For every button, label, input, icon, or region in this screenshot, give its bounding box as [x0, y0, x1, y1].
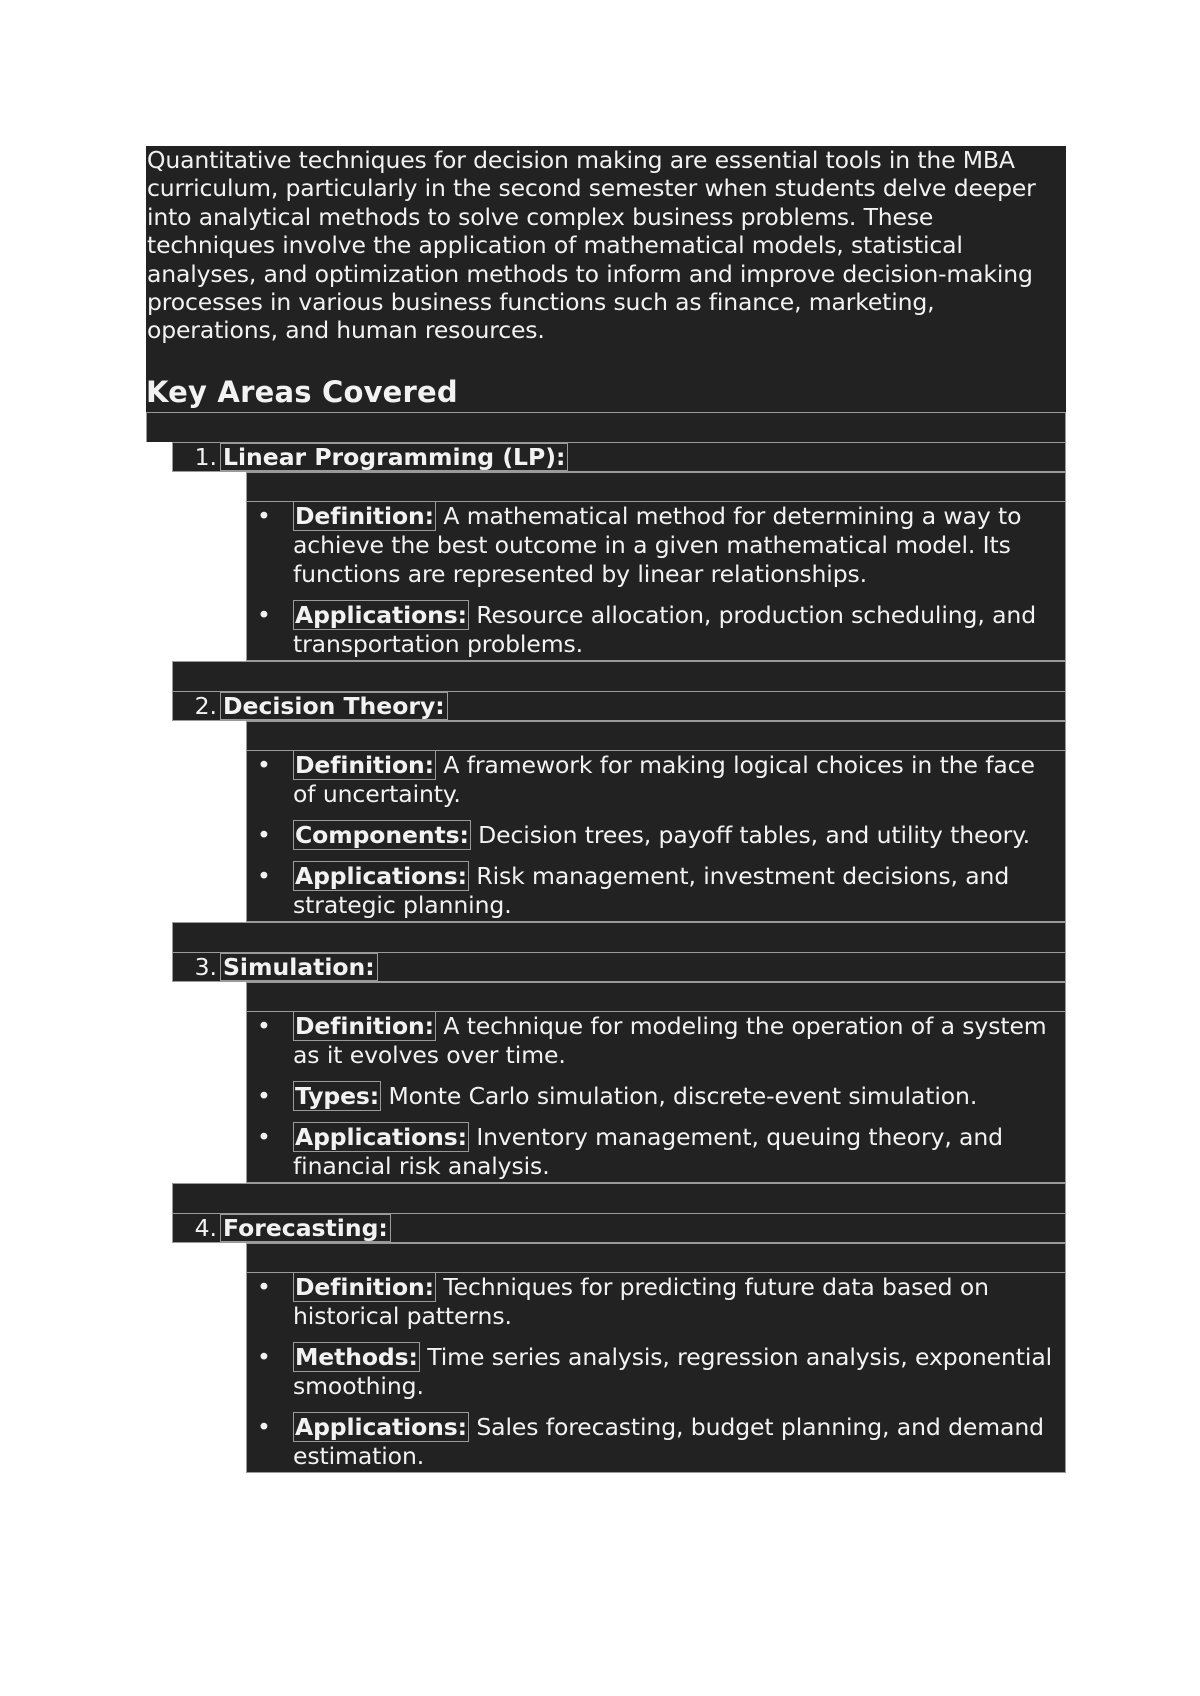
section-header [172, 1213, 1066, 1243]
item-text: Monte Carlo simulation, discrete-event simulation. [381, 1081, 978, 1110]
item-label: Definition: [295, 501, 434, 530]
bullet-icon: • [257, 861, 271, 890]
section-spacer [146, 412, 1066, 442]
document-page [146, 146, 1066, 1473]
bullet-icon: • [257, 1122, 271, 1151]
bullet-icon: • [257, 820, 271, 849]
item-label: Methods: [295, 1342, 418, 1371]
item-text: A framework for making logical choices in the face of uncertainty. [293, 750, 1035, 808]
bullet-icon: • [257, 1081, 271, 1110]
section-title: Linear Programming (LP): [220, 443, 568, 471]
item-label: Applications: [295, 600, 467, 629]
section-heading: Key Areas Covered [146, 374, 458, 409]
section-spacer [172, 1183, 1066, 1213]
section-title: Forecasting: [220, 1214, 391, 1242]
subsection-spacer [246, 982, 1066, 1012]
section-number: 1. [194, 442, 217, 471]
section-number: 3. [194, 952, 217, 981]
key-areas-list [146, 412, 1066, 1473]
bullet-list [246, 502, 1066, 661]
item-text: A mathematical method for determining a way to achieve the best outcome in a given mathematical model. Its functions are represented by linear relationships. [293, 501, 1022, 588]
section-title: Simulation: [220, 953, 378, 981]
section-header [172, 952, 1066, 982]
item-text: Inventory management, queuing theory, and financial risk analysis. [293, 1122, 1003, 1180]
list-item [247, 821, 1055, 850]
item-text: Time series analysis, regression analysis, exponential smoothing. [293, 1342, 1053, 1400]
bullet-list [246, 751, 1066, 922]
item-text: Decision trees, payoff tables, and utility theory. [470, 820, 1031, 849]
list-item [247, 751, 1055, 809]
bullet-icon: • [257, 750, 271, 779]
section-header [172, 442, 1066, 472]
item-text: A technique for modeling the operation of a system as it evolves over time. [293, 1011, 1047, 1069]
intro-block [146, 146, 1066, 412]
section-title: Decision Theory: [220, 692, 448, 720]
bullet-icon: • [257, 1272, 271, 1301]
bullet-list [246, 1012, 1066, 1183]
bullet-icon: • [257, 1011, 271, 1040]
item-label: Components: [295, 820, 469, 849]
section-spacer [172, 922, 1066, 952]
subsection-spacer [246, 1243, 1066, 1273]
section-number: 4. [194, 1213, 217, 1242]
section-header [172, 691, 1066, 721]
list-item [247, 1123, 1055, 1181]
section-number: 2. [194, 691, 217, 720]
bullet-icon: • [257, 1342, 271, 1371]
item-label: Definition: [295, 1011, 434, 1040]
bullet-icon: • [257, 600, 271, 629]
item-label: Applications: [295, 1122, 467, 1151]
item-text: Techniques for predicting future data based on historical patterns. [293, 1272, 989, 1330]
subsection-spacer [246, 472, 1066, 502]
intro-paragraph: Quantitative techniques for decision making are essential tools in the MBA curriculum, particularly in the second semester when students delve deeper into analytical methods to solve complex business problems. These techniques involve the application of mathematical models, statistical analyses, and optimization methods to inform and improve decision-making processes in various business functions such as finance, marketing, operations, and human resources. [147, 146, 1036, 345]
list-item [247, 1012, 1055, 1070]
item-text: Risk management, investment decisions, and strategic planning. [293, 861, 1010, 919]
item-label: Types: [295, 1081, 380, 1110]
item-label: Definition: [295, 1272, 434, 1301]
item-label: Applications: [295, 861, 467, 890]
list-item [247, 862, 1055, 920]
bullet-icon: • [257, 501, 271, 530]
item-label: Applications: [295, 1412, 467, 1441]
section-spacer [172, 661, 1066, 691]
list-item [247, 1413, 1055, 1471]
subsection-spacer [246, 721, 1066, 751]
list-item [247, 1343, 1055, 1401]
list-item [247, 502, 1055, 589]
item-text: Resource allocation, production scheduling, and transportation problems. [293, 600, 1037, 658]
list-item [247, 601, 1055, 659]
item-text: Sales forecasting, budget planning, and demand estimation. [293, 1412, 1044, 1470]
list-item [247, 1082, 1055, 1111]
list-item [247, 1273, 1055, 1331]
bullet-icon: • [257, 1412, 271, 1441]
item-label: Definition: [295, 750, 434, 779]
bullet-list [246, 1273, 1066, 1473]
